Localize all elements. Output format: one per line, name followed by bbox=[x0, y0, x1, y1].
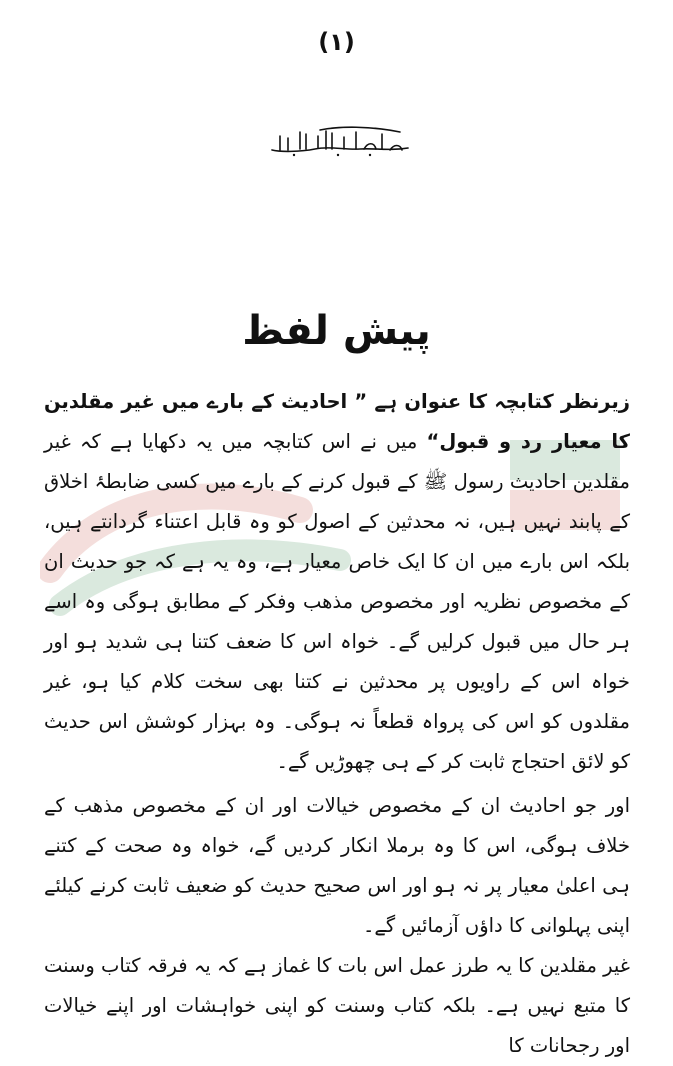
page-heading: پیش لفظ bbox=[242, 308, 431, 354]
body-text bbox=[44, 382, 630, 1066]
paragraph-1-lead: زیرنظر کتابچہ کا عنوان ہے ” احادیث کے بارے میں غیر مقلدین کا معیار رد و قبول“ bbox=[44, 390, 630, 453]
paragraph-2 bbox=[44, 786, 630, 946]
paragraph-1 bbox=[44, 382, 630, 782]
bismillah-calligraphy-icon bbox=[260, 122, 420, 162]
bismillah-calligraphy bbox=[260, 122, 420, 162]
paragraph-3 bbox=[44, 946, 630, 1066]
paragraph-2-text: اور جو احادیث ان کے مخصوص خیالات اور ان کے مخصوص مذھب کے خلاف ہوگی، اس کا وہ برملا انکار کردیں گے، خواہ وہ صحت کے کتنے ہی اعلیٰ معیار پر نہ ہو اور اس صحیح حدیث کو ضعیف ثابت کرنے کیلئے اپنی پہلوانی کا داؤں آزمائیں گے۔ bbox=[44, 794, 630, 937]
page-number: (۱) bbox=[318, 28, 355, 56]
paragraph-1-text: میں نے اس کتابچہ میں یہ دکھایا ہے کہ غیر مقلدین احادیث رسول ﷺ کے قبول کرنے کے بارے میں کسی ضابطۂ اخلاق کے پابند نہیں ہیں، نہ محدثین کے اصول کو وہ قابل اعتناء گردانتے ہیں، بلکہ اس بارے میں ان کا ایک خاص معیار ہے، وہ یہ ہے کہ جو حدیث ان کے مخصوص نظریہ اور مخصوص مذھب وفکر کے مطابق ہوگی وہ اسے ہر حال میں قبول کرلیں گے۔ خواہ اس کا ضعف کتنا ہی شدید ہو اور خواہ اس کے راویوں پر محدثین نے کتنا بھی سخت کلام کیا ہو، غیر مقلدوں کو اس کی پرواہ قطعاً نہ ہوگی۔ وہ بہزار کوشش اس حدیث کو لائق احتجاج ثابت کر کے ہی چھوڑیں گے۔ bbox=[44, 430, 630, 773]
paragraph-3-text: غیر مقلدین کا یہ طرز عمل اس بات کا غماز ہے کہ یہ فرقہ کتاب وسنت کا متبع نہیں ہے۔ بلکہ کتاب وسنت کو اپنی خواہشات اور اپنے خیالات اور رجحانات کا bbox=[44, 954, 630, 1057]
